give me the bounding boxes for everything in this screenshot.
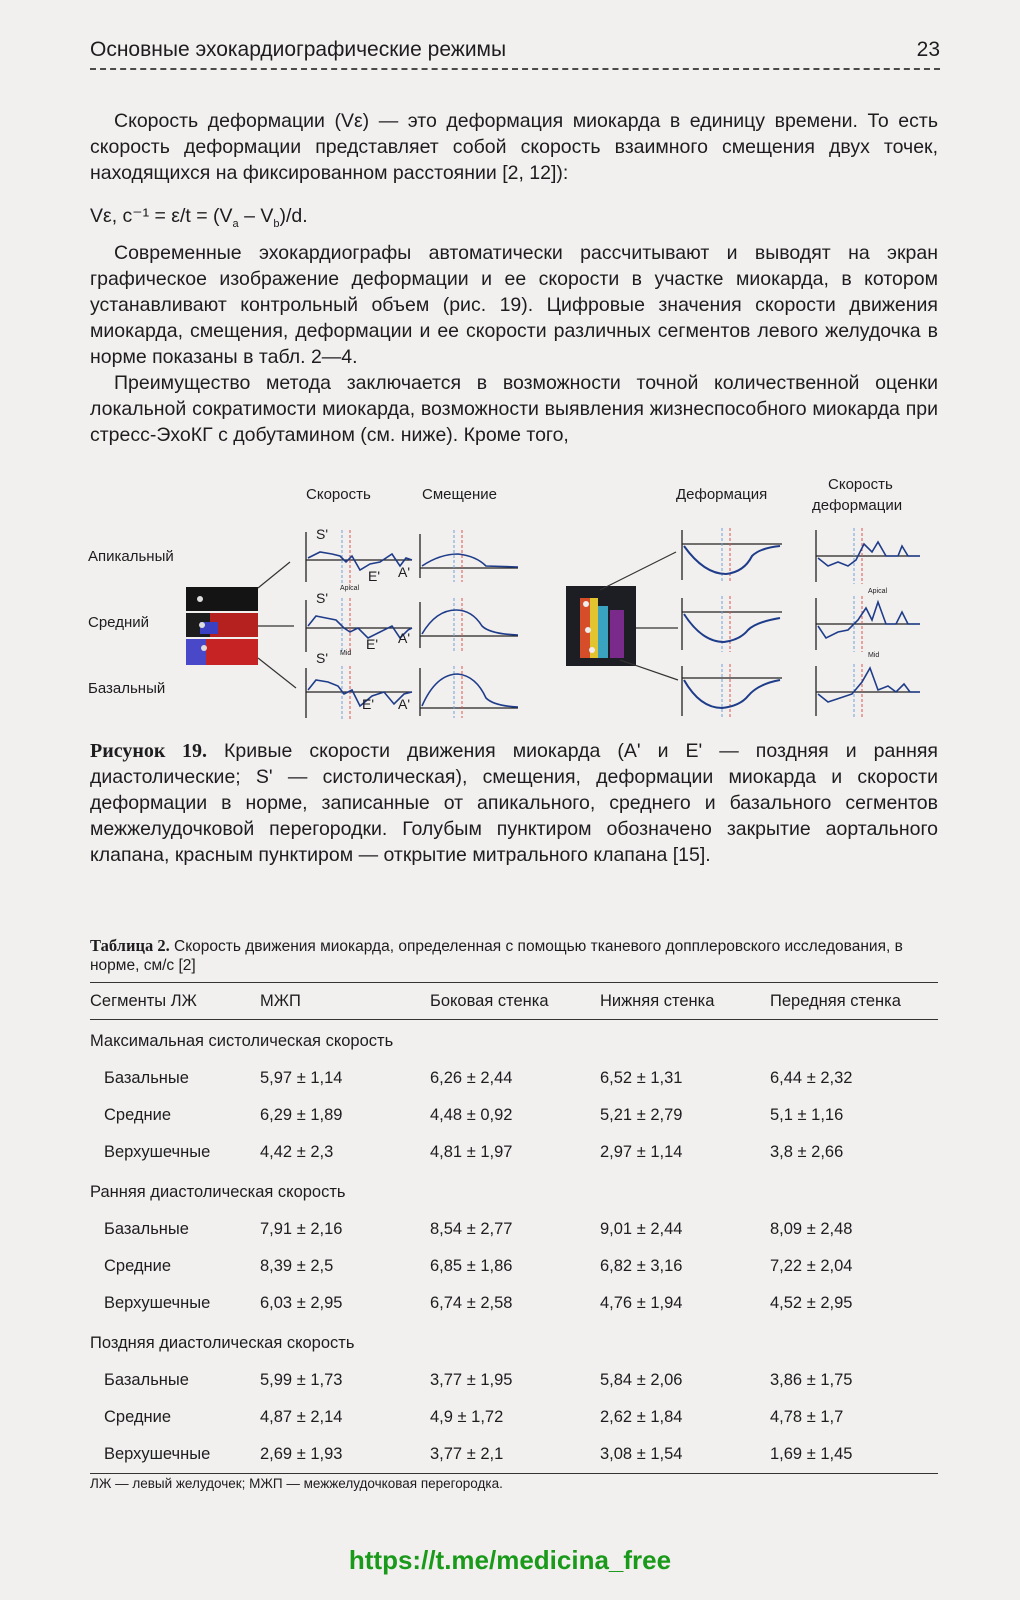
cell: 2,62 ± 1,84: [600, 1408, 683, 1426]
echo-strain-color-4: [610, 610, 624, 658]
table-footnote: ЛЖ — левый желудочек; МЖП — межжелудочковая перегородка.: [90, 1476, 503, 1491]
group-label: Максимальная систолическая скорость: [90, 1031, 394, 1050]
wave-label-e-basal: E': [362, 696, 375, 712]
table-row: [90, 1211, 938, 1248]
cell: 2,69 ± 1,93: [260, 1436, 430, 1474]
cell: 3,8 ± 2,66: [770, 1143, 844, 1161]
wave-label-e-apical: E': [368, 568, 381, 584]
table-row: [90, 1436, 938, 1474]
cell: 6,26 ± 2,44: [430, 1069, 513, 1087]
cell: 3,77 ± 2,1: [430, 1436, 600, 1474]
cell: 7,22 ± 2,04: [770, 1257, 853, 1275]
leader-line-strain-apical: [600, 552, 676, 590]
tag-mid: Mid: [340, 650, 352, 657]
table-row: [90, 1362, 938, 1399]
cell: Базальные: [104, 1371, 189, 1389]
strain-rate-axes: [816, 530, 920, 716]
table-row: [90, 1399, 938, 1436]
table-row: [90, 1134, 938, 1171]
table-group-row: [90, 1322, 938, 1362]
cell: 3,08 ± 1,54: [600, 1436, 770, 1474]
row-label-basal: Базальный: [88, 680, 166, 697]
figure-19-graphics: [80, 470, 940, 730]
table-row: [90, 1285, 938, 1322]
col-label-strain: Деформация: [676, 486, 768, 503]
col-label-strain-rate-line1: Скорость: [828, 476, 893, 493]
table-header-row: [90, 983, 938, 1020]
cell: 4,9 ± 1,72: [430, 1408, 504, 1426]
cell: 4,52 ± 2,95: [770, 1294, 853, 1312]
echo-strain-color-3: [598, 606, 608, 658]
sample-volume-marker: [197, 596, 203, 602]
header-ivs: МЖП: [260, 983, 430, 1020]
displacement-curves: [422, 554, 518, 707]
telegram-link-watermark[interactable]: https://t.me/medicina_free: [348, 1545, 672, 1575]
cell: 3,77 ± 1,95: [430, 1371, 513, 1389]
cell: 5,1 ± 1,16: [770, 1106, 844, 1124]
cell: Верхушечные: [90, 1436, 260, 1474]
tag-apical-strain-rate: Apical: [868, 588, 888, 595]
cell: 8,39 ± 2,5: [260, 1257, 334, 1275]
sample-volume-marker: [583, 601, 589, 607]
paragraph-echo-devices: Современные эхокардиографы автоматически рассчитывают и выводят на экран графическое изображение деформации и ее скорости в участке миокарда, в котором устанавливают контрольный объем (рис. 19). Цифровые значения скорости движения миокарда, смещения, деформации и ее скорости различных сегментов левого желудочка в норме показаны в табл. 2—4.: [90, 242, 938, 368]
wave-label-a-apical: A': [398, 564, 411, 580]
valve-markers-displacement: [454, 530, 462, 718]
cell: Базальные: [104, 1220, 189, 1238]
cell: 6,29 ± 1,89: [260, 1106, 343, 1124]
header-inferior: Нижняя стенка: [600, 983, 770, 1020]
group-label: Ранняя диастолическая скорость: [90, 1182, 346, 1201]
cell: 5,97 ± 1,14: [260, 1069, 343, 1087]
header-segments: Сегменты ЛЖ: [90, 983, 260, 1020]
strain-axes: [682, 530, 782, 716]
header-lateral: Боковая стенка: [430, 983, 600, 1020]
tag-apical: Apical: [340, 585, 360, 592]
cell: 4,81 ± 1,97: [430, 1143, 513, 1161]
sample-volume-marker: [585, 627, 591, 633]
cell: 3,86 ± 1,75: [770, 1371, 853, 1389]
wave-label-e-middle: E': [366, 636, 379, 652]
sample-volume-marker: [589, 647, 595, 653]
sample-volume-marker: [201, 645, 207, 651]
wave-label-a-basal: A': [398, 696, 411, 712]
strain-rate-curves: [818, 542, 920, 702]
leader-line-basal: [258, 658, 296, 688]
table-row: [90, 1248, 938, 1285]
header-anterior: Передняя стенка: [770, 983, 938, 1020]
running-header-title: Основные эхокардиографические режимы: [90, 38, 507, 61]
cell: 9,01 ± 2,44: [600, 1220, 683, 1238]
table-row: [90, 1060, 938, 1097]
row-label-apical: Апикальный: [88, 548, 174, 565]
leader-line-apical: [258, 562, 290, 588]
cell: 4,42 ± 2,3: [260, 1143, 334, 1161]
cell: 8,09 ± 2,48: [770, 1220, 853, 1238]
cell: 6,44 ± 2,32: [770, 1069, 853, 1087]
cell: 6,74 ± 2,58: [430, 1294, 513, 1312]
figure-19: [80, 470, 940, 730]
displacement-axes: [420, 534, 518, 716]
sample-volume-marker: [199, 622, 205, 628]
running-header: [90, 36, 940, 70]
wave-label-s-middle: S': [316, 590, 329, 606]
valve-markers-strain: [722, 528, 730, 718]
cell: 4,76 ± 1,94: [600, 1294, 683, 1312]
cell: 4,48 ± 0,92: [430, 1106, 513, 1124]
table-title: Таблица 2. Скорость движения миокарда, определенная с помощью тканевого допплеровского исследования, в норме, см/с [2]: [90, 936, 903, 974]
cell: Базальные: [104, 1069, 189, 1087]
figure-caption: Рисунок 19. Кривые скорости движения миокарда (A' и E' — поздняя и ранняя диастолические; S' — систолическая), смещения, деформации миокарда и скорости деформации в норме, записанные от апикального, среднего и базального сегментов межжелудочковой перегородки. Голубым пунктиром обозначено закрытие аортального клапана, красным пунктиром — открытие митрального клапана [15].: [90, 740, 938, 866]
myocardial-velocity-table: [90, 982, 938, 1474]
strain-curves: [684, 546, 780, 708]
col-label-strain-rate-line2: деформации: [812, 497, 903, 514]
table-group-row: [90, 1171, 938, 1211]
cell: 1,69 ± 1,45: [770, 1436, 938, 1474]
cell: 4,87 ± 2,14: [260, 1408, 343, 1426]
wave-label-a-middle: A': [398, 630, 411, 646]
cell: 4,78 ± 1,7: [770, 1408, 844, 1426]
row-label-middle: Средний: [88, 614, 149, 631]
tag-mid-strain-rate: Mid: [868, 652, 880, 659]
cell: Средние: [104, 1257, 172, 1275]
echo-color-blue-basal: [186, 639, 206, 665]
col-label-displacement: Смещение: [422, 486, 498, 503]
col-label-velocity: Скорость: [306, 486, 371, 503]
cell: 6,52 ± 1,31: [600, 1069, 683, 1087]
leader-line-strain-basal: [620, 660, 678, 680]
cell: 8,54 ± 2,77: [430, 1220, 513, 1238]
velocity-curves: [308, 552, 412, 706]
cell: 6,03 ± 2,95: [260, 1294, 343, 1312]
paragraph-strain-rate-definition: Скорость деформации (Vε) — это деформация миокарда в единицу времени. То есть скорость деформации представляет собой скорость взаимного смещения двух точек, находящихся на фиксированном расстоянии [2, 12]):: [90, 110, 938, 184]
cell: Средние: [104, 1106, 172, 1124]
table-row: [90, 1097, 938, 1134]
cell: 2,97 ± 1,14: [600, 1143, 683, 1161]
cell: 5,99 ± 1,73: [260, 1371, 343, 1389]
paragraph-method-advantage: Преимущество метода заключается в возможности точной количественной оценки локальной сократимости миокарда, возможности выявления жизнеспособного миокарда при стресс-ЭхоКГ с добутамином (см. ниже). Кроме того,: [90, 372, 938, 446]
cell: 7,91 ± 2,16: [260, 1220, 343, 1238]
group-label: Поздняя диастолическая скорость: [90, 1333, 355, 1352]
wave-label-s-apical: S': [316, 526, 329, 542]
cell: 5,84 ± 2,06: [600, 1371, 683, 1389]
wave-label-s-basal: S': [316, 650, 329, 666]
cell: 5,21 ± 2,79: [600, 1106, 683, 1124]
strain-rate-formula: Vε, $c^{-1} = \varepsilon/t = (V_a - V_b)/d$.: [90, 205, 308, 230]
cell: Средние: [104, 1408, 172, 1426]
echo-image-apical: [186, 587, 258, 611]
cell: 6,82 ± 3,16: [600, 1257, 683, 1275]
page-number: 23: [916, 38, 940, 61]
cell: 6,85 ± 1,86: [430, 1257, 513, 1275]
table-group-row: [90, 1020, 938, 1061]
cell: Верхушечные: [104, 1143, 211, 1161]
cell: Верхушечные: [104, 1294, 211, 1312]
